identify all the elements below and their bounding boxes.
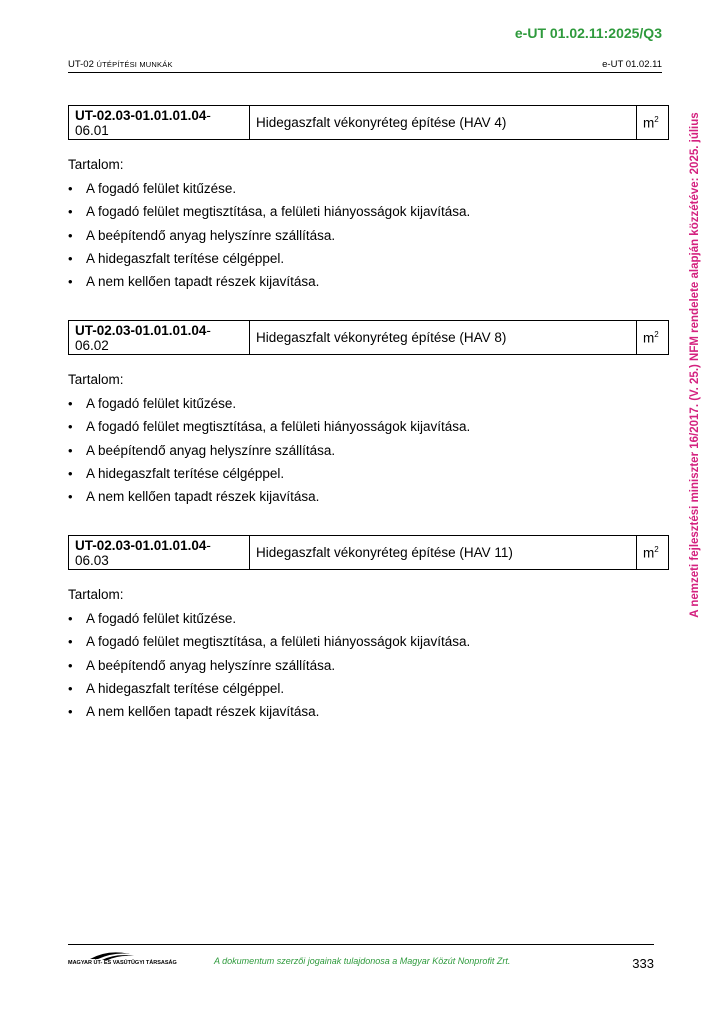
- list-item: • A fogadó felület kitűzése.: [68, 611, 669, 634]
- page-number: 333: [632, 956, 654, 971]
- list-item: • A hidegaszfalt terítése célgéppel.: [68, 681, 669, 704]
- section-heading: [68, 59, 173, 70]
- list-item: • A hidegaszfalt terítése célgéppel.: [68, 251, 669, 274]
- list-item: • A fogadó felület megtisztítása, a felületi hiányosságok kijavítása.: [68, 204, 669, 227]
- item-code: UT-02.03-01.01.01.04-06.03: [69, 536, 250, 570]
- content-list: [68, 181, 669, 297]
- list-item: • A nem kellően tapadt részek kijavítása.: [68, 274, 669, 297]
- section-prefix: UT-02: [68, 59, 97, 70]
- list-item: • A fogadó felület megtisztítása, a felületi hiányosságok kijavítása.: [68, 634, 669, 657]
- item-title: Hidegaszfalt vékonyréteg építése (HAV 8): [250, 321, 637, 355]
- list-item: • A beépítendő anyag helyszínre szállítása.: [68, 228, 669, 251]
- item-code-table: [68, 535, 669, 570]
- header-code: e-UT 01.02.11: [602, 59, 662, 70]
- list-item: • A beépítendő anyag helyszínre szállítása.: [68, 443, 669, 466]
- list-item: • A nem kellően tapadt részek kijavítása.: [68, 704, 669, 727]
- item-unit: $m^2$: [637, 536, 669, 570]
- logo-text: MAGYAR ÚT- ÉS VASÚTÜGYI TÁRSASÁG: [68, 960, 177, 966]
- running-header: [68, 59, 662, 73]
- document-code: e-UT 01.02.11:2025/Q3: [514, 25, 662, 41]
- item-unit: $m^2$: [637, 321, 669, 355]
- item-title: Hidegaszfalt vékonyréteg építése (HAV 11): [250, 536, 637, 570]
- list-item: • A fogadó felület megtisztítása, a felületi hiányosságok kijavítása.: [68, 419, 669, 442]
- content-label: Tartalom:: [68, 587, 124, 602]
- list-item: • A beépítendő anyag helyszínre szállítása.: [68, 658, 669, 681]
- item-title: Hidegaszfalt vékonyréteg építése (HAV 4): [250, 106, 637, 140]
- content-label: Tartalom:: [68, 157, 124, 172]
- item-code: UT-02.03-01.01.01.04-06.02: [69, 321, 250, 355]
- copyright-notice: A dokumentum szerzői jogainak tulajdonosa a Magyar Közút Nonprofit Zrt.: [214, 956, 511, 966]
- content-list: [68, 611, 669, 727]
- footer-divider: [68, 944, 654, 945]
- list-item: • A fogadó felület kitűzése.: [68, 181, 669, 204]
- content-list: [68, 396, 669, 512]
- item-code-table: [68, 320, 669, 355]
- company-logo: [68, 948, 177, 968]
- side-note-text: A nemzeti fejlesztési miniszter 16/2017. (V. 25.) NFM rendelete alapján közzétéve: 2025. július: [689, 112, 701, 618]
- section-title: ÚTÉPÍTÉSI MUNKÁK: [96, 60, 173, 69]
- work-item: [68, 535, 669, 727]
- item-code-table: [68, 105, 669, 140]
- work-item: [68, 320, 669, 512]
- side-publication-note: [688, 95, 702, 635]
- content-label: Tartalom:: [68, 372, 124, 387]
- list-item: • A fogadó felület kitűzése.: [68, 396, 669, 419]
- work-item: [68, 105, 669, 297]
- item-unit: $m^2$: [637, 106, 669, 140]
- item-code: UT-02.03-01.01.01.04-06.01: [69, 106, 250, 140]
- list-item: • A nem kellően tapadt részek kijavítása.: [68, 489, 669, 512]
- list-item: • A hidegaszfalt terítése célgéppel.: [68, 466, 669, 489]
